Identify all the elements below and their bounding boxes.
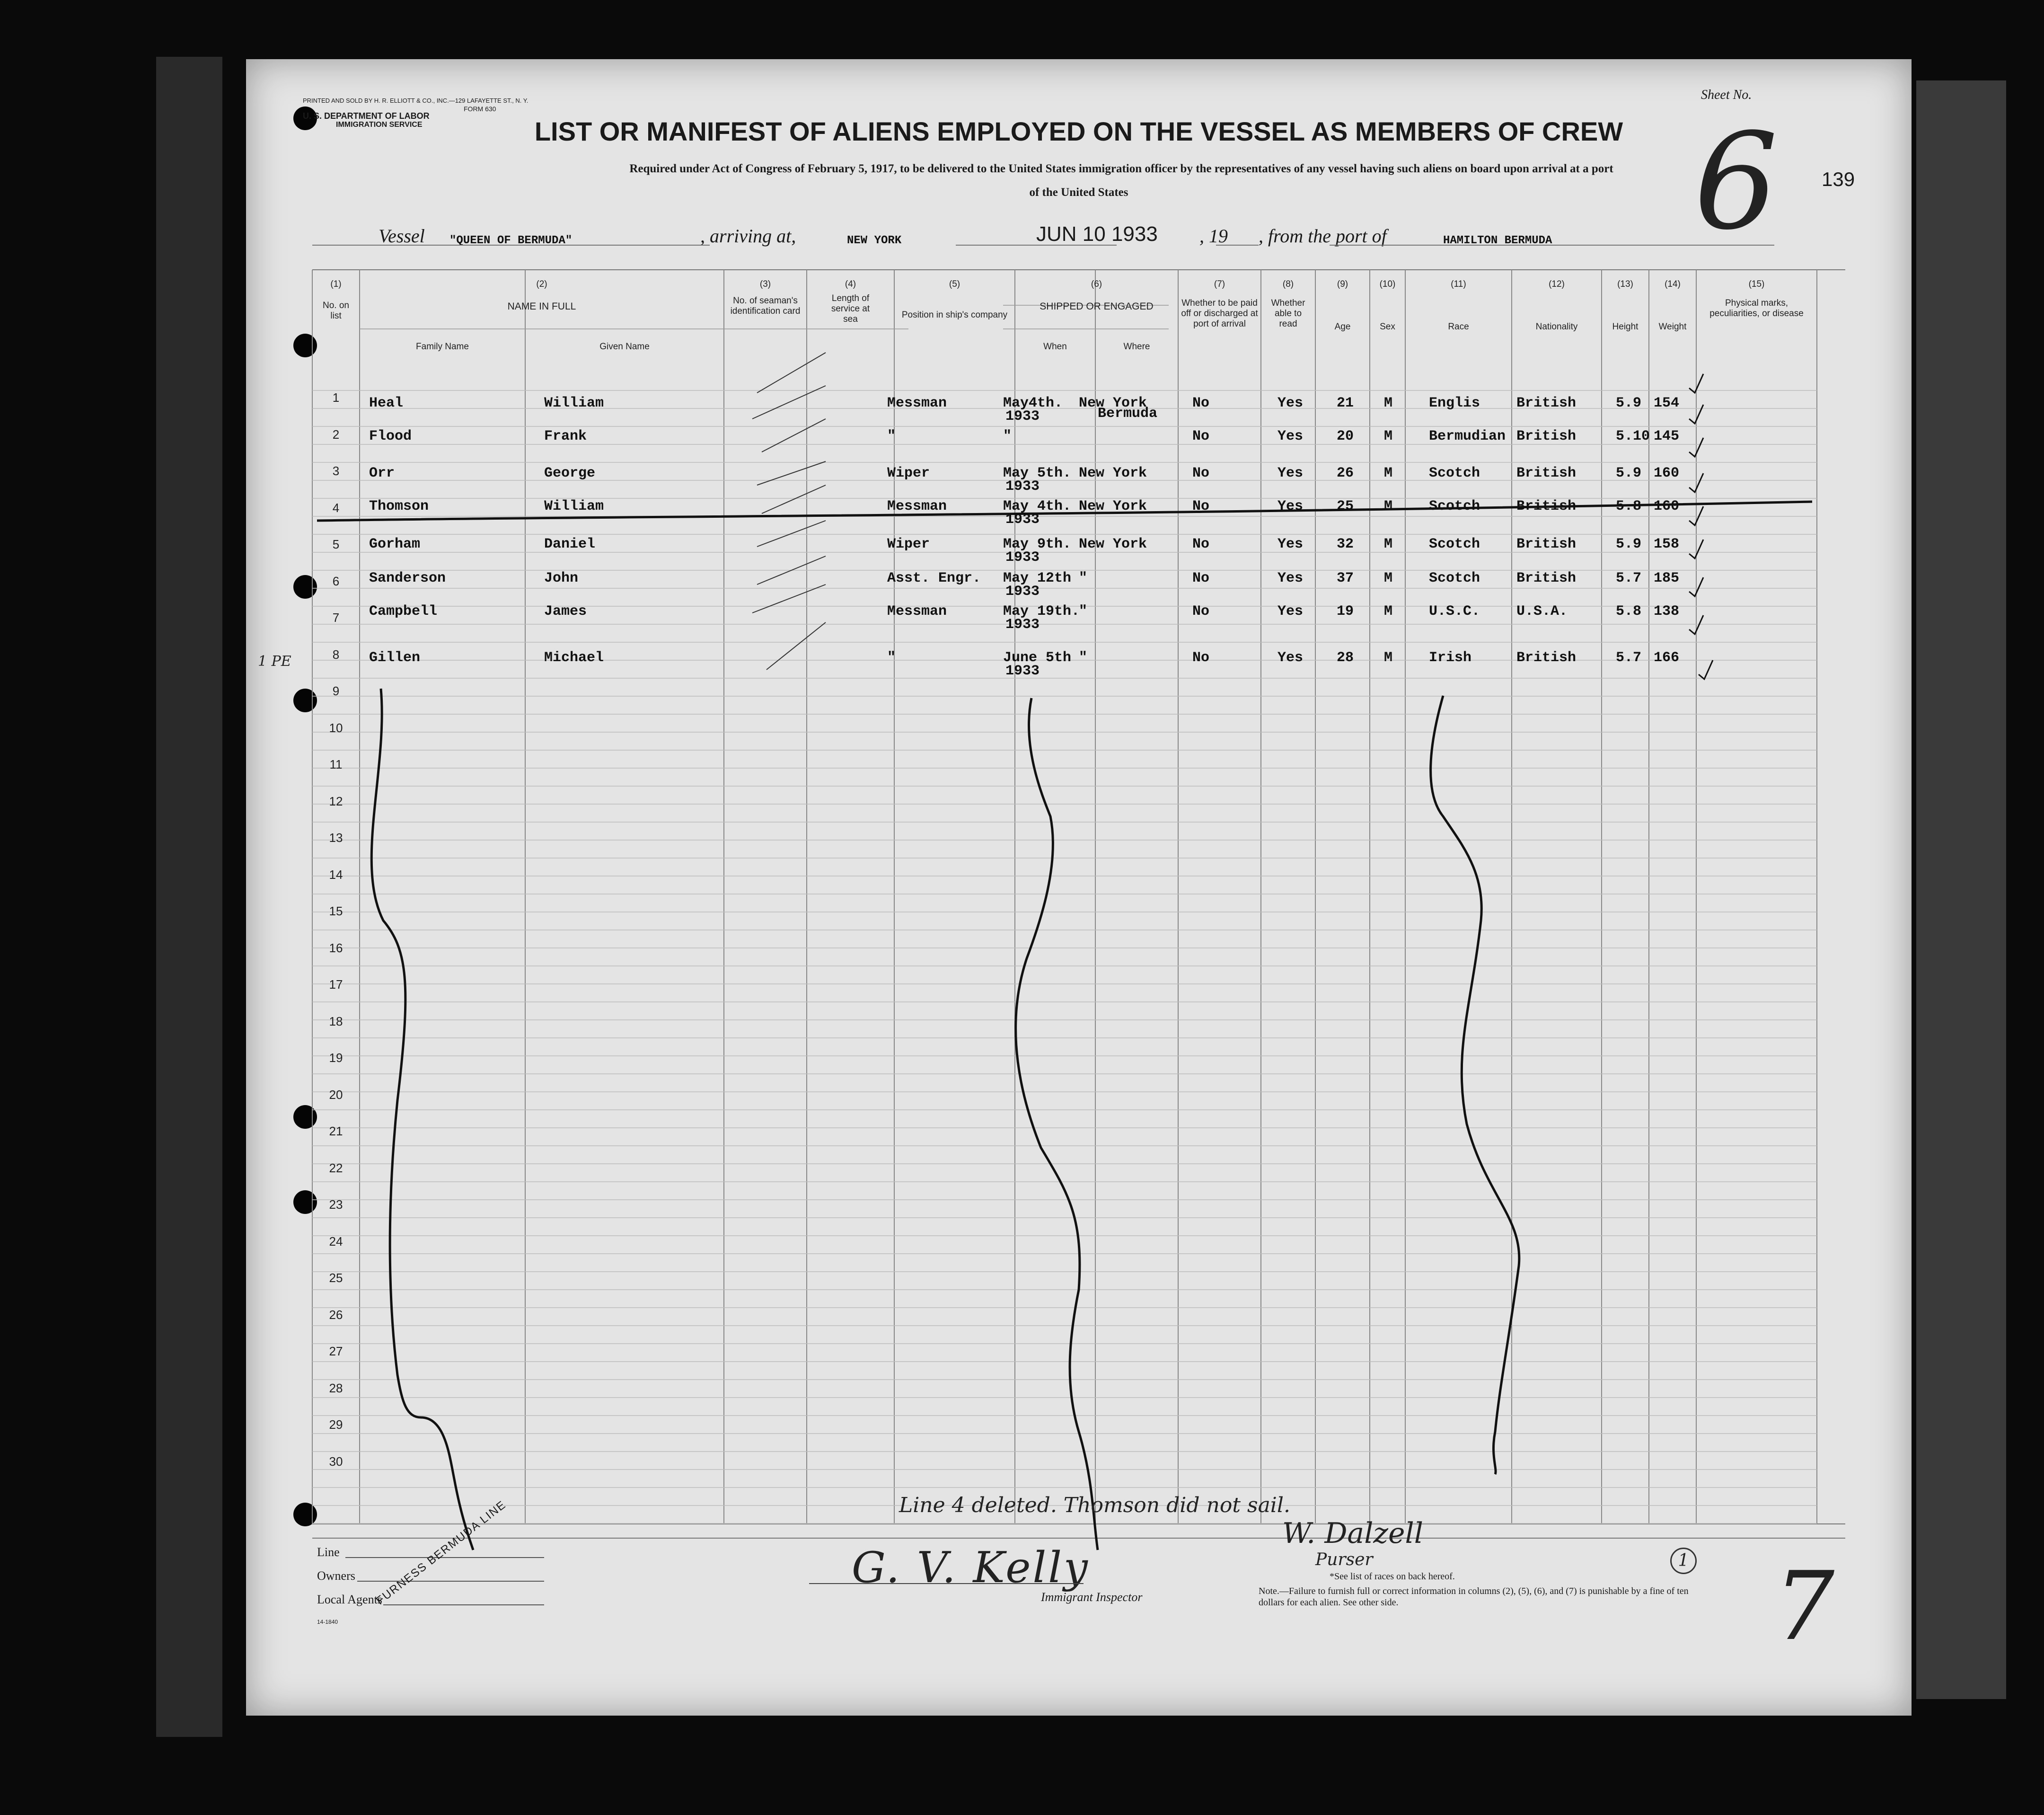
row-number: 16 [329, 940, 343, 955]
age-cell: 32 [1337, 536, 1354, 552]
weight-cell: 166 [1654, 650, 1680, 666]
row-number: 7 [332, 611, 340, 625]
race-cell: Scotch [1429, 570, 1480, 586]
weight-cell: 160 [1654, 498, 1680, 514]
given-name-header: Given Name [599, 342, 650, 352]
from-port-label: , from the port of [1259, 225, 1387, 247]
col7-label: Whether to be paid off or discharged at port of arrival [1181, 298, 1258, 329]
sex-cell: M [1384, 603, 1393, 620]
engaged-year-cell: 1933 [1005, 584, 1040, 600]
signature-line [809, 1583, 1084, 1584]
printer-line: PRINTED AND SOLD BY H. R. ELLIOTT & CO., INC.—129 LAFAYETTE ST., N. Y. [303, 97, 529, 104]
col13-number: (13) [1617, 279, 1633, 289]
age-cell: 26 [1337, 465, 1354, 481]
col15-label: Physical marks, peculiarities, or disease [1709, 298, 1804, 319]
position-cell: Wiper [887, 536, 930, 552]
races-note: *See list of races on back hereof. [1330, 1571, 1455, 1582]
sex-cell: M [1384, 650, 1393, 666]
owners-rule [357, 1581, 544, 1582]
engaged-where-cell: " [1079, 650, 1088, 666]
row-number: 28 [329, 1381, 343, 1395]
row-number: 11 [329, 757, 343, 771]
age-cell: 20 [1337, 428, 1354, 444]
engaged-year-cell: 1933 [1005, 478, 1040, 495]
corner-mark: 7 [1774, 1551, 1835, 1662]
sheet-label: Sheet No. [1701, 88, 1752, 102]
row-number: 1 [332, 390, 340, 405]
able-to-read-cell: Yes [1278, 536, 1304, 552]
engaged-when-cell: May 9th. [1003, 536, 1072, 552]
age-cell: 21 [1337, 395, 1354, 411]
able-to-read-cell: Yes [1278, 465, 1304, 481]
family-name-cell: Heal [369, 395, 404, 411]
sex-cell: M [1384, 498, 1393, 514]
family-name-cell: Orr [369, 465, 395, 481]
engaged-when-cell: May 4th. [1003, 498, 1072, 514]
row-number: 13 [329, 831, 343, 845]
engaged-year-cell: 1933 [1005, 663, 1040, 679]
row-number: 21 [329, 1124, 343, 1138]
engaged-year-cell: 1933 [1005, 408, 1040, 425]
family-name-cell: Campbell [369, 603, 438, 620]
race-cell: Bermudian [1429, 428, 1506, 444]
given-name-cell: William [544, 395, 604, 411]
col12-number: (12) [1549, 279, 1565, 289]
engaged-where-cell: New York [1079, 395, 1147, 411]
height-cell: 5.10 [1616, 428, 1650, 444]
sheet-number: 6 [1694, 105, 1779, 259]
row-number: 23 [329, 1197, 343, 1212]
penalty-note: Note.—Failure to furnish full or correct information in columns (2), (5), (6), and (7) is punishable by a fine of ten dollars for each alien. See other side. [1259, 1586, 1689, 1608]
purser-title: Purser [1315, 1550, 1373, 1569]
company-stamp: FURNESS BERMUDA LINE [374, 1498, 509, 1608]
col12-label: Nationality [1535, 322, 1578, 332]
col14-number: (14) [1665, 279, 1681, 289]
col13-label: Height [1612, 322, 1639, 332]
col3-number: (3) [759, 279, 771, 289]
col1-label: No. on list [323, 301, 349, 321]
row-number: 5 [332, 537, 340, 551]
position-cell: " [887, 428, 896, 444]
age-cell: 28 [1337, 650, 1354, 666]
engaged-year-cell: 1933 [1005, 549, 1040, 566]
department-name: U. S. DEPARTMENT OF LABOR [303, 111, 430, 121]
scan-border-left [156, 57, 222, 1737]
col10-number: (10) [1379, 279, 1396, 289]
row-number: 8 [332, 647, 340, 662]
paid-off-cell: No [1192, 570, 1210, 586]
race-cell: Englis [1429, 395, 1480, 411]
annotation-marks [246, 59, 1912, 1716]
weight-cell: 185 [1654, 570, 1680, 586]
nationality-cell: British [1516, 428, 1577, 444]
paid-off-cell: No [1192, 395, 1210, 411]
row-number: 25 [329, 1271, 343, 1285]
inspector-label: Immigrant Inspector [1041, 1590, 1143, 1604]
sex-cell: M [1384, 570, 1393, 586]
age-cell: 19 [1337, 603, 1354, 620]
engaged-when-cell: June 5th [1003, 650, 1072, 666]
able-to-read-cell: Yes [1278, 570, 1304, 586]
vessel-name: "QUEEN OF BERMUDA" [449, 234, 573, 247]
given-name-cell: William [544, 498, 604, 514]
sex-cell: M [1384, 395, 1393, 411]
able-to-read-cell: Yes [1278, 428, 1304, 444]
row-number: 19 [329, 1051, 343, 1065]
cancel-line [1016, 698, 1098, 1550]
paid-off-cell: No [1192, 498, 1210, 514]
weight-cell: 145 [1654, 428, 1680, 444]
deletion-note: Line 4 deleted. Thomson did not sail. [899, 1493, 1290, 1517]
paid-off-cell: No [1192, 650, 1210, 666]
col8-label: Whether able to read [1271, 298, 1305, 329]
row-number: 29 [329, 1417, 343, 1432]
when-header: When [1043, 342, 1067, 352]
nationality-cell: British [1516, 650, 1577, 666]
cancel-line [371, 689, 473, 1550]
row-number: 18 [329, 1014, 343, 1028]
col6-number: (6) [1091, 279, 1102, 289]
paid-off-cell: No [1192, 428, 1210, 444]
owners-label: Owners [317, 1569, 355, 1583]
height-cell: 5.9 [1616, 536, 1642, 552]
height-cell: 5.9 [1616, 395, 1642, 411]
position-cell: Messman [887, 498, 947, 514]
able-to-read-cell: Yes [1278, 395, 1304, 411]
year-label: , 19 [1199, 225, 1228, 247]
subtitle-cont: of the United States [1029, 186, 1128, 199]
where-header: Where [1123, 342, 1150, 352]
manifest-page [246, 59, 1912, 1716]
col3-label: No. of seaman's identification card [730, 296, 801, 316]
weight-cell: 160 [1654, 465, 1680, 481]
col9-label: Age [1334, 322, 1351, 332]
subtitle: Required under Act of Congress of February 5, 1917, to be delivered to the United States immigration officer by the representatives of any vessel having such aliens on board upon arrival at a port [629, 162, 1613, 175]
scan-border-right [1916, 80, 2006, 1699]
sex-cell: M [1384, 465, 1393, 481]
row-number: 24 [329, 1234, 343, 1248]
age-cell: 25 [1337, 498, 1354, 514]
height-cell: 5.8 [1616, 603, 1642, 620]
race-cell: Scotch [1429, 498, 1480, 514]
position-cell: Messman [887, 395, 947, 411]
given-name-cell: John [544, 570, 579, 586]
circled-mark: 1 [1670, 1548, 1697, 1574]
paid-off-cell: No [1192, 536, 1210, 552]
engaged-when-cell: May 19th. [1003, 603, 1080, 620]
height-cell: 5.7 [1616, 650, 1642, 666]
nationality-cell: British [1516, 395, 1577, 411]
able-to-read-cell: Yes [1278, 603, 1304, 620]
row-number: 17 [329, 977, 343, 992]
nationality-cell: British [1516, 536, 1577, 552]
nationality-cell: British [1516, 498, 1577, 514]
paid-off-cell: No [1192, 465, 1210, 481]
arrival-port: NEW YORK [847, 234, 902, 247]
engaged-when-cell: May 12th [1003, 570, 1072, 586]
col10-label: Sex [1380, 322, 1395, 332]
form-number: FORM 630 [464, 105, 496, 113]
family-name-cell: Thomson [369, 498, 429, 514]
col11-label: Race [1448, 322, 1469, 332]
nationality-cell: British [1516, 570, 1577, 586]
row-number: 27 [329, 1344, 343, 1358]
engaged-year-cell: 1933 [1005, 512, 1040, 528]
col6-label: SHIPPED OR ENGAGED [1040, 301, 1154, 312]
engaged-where-cell: New York [1079, 536, 1147, 552]
engaged-when-cell: " [1003, 428, 1012, 444]
given-name-cell: James [544, 603, 587, 620]
race-cell: Scotch [1429, 465, 1480, 481]
engaged-where-cell: New York [1079, 498, 1147, 514]
departure-port: HAMILTON BERMUDA [1443, 234, 1552, 247]
service-name: IMMIGRATION SERVICE [336, 121, 423, 129]
agents-rule [383, 1604, 544, 1605]
col14-label: Weight [1658, 322, 1687, 332]
arrival-date-stamp: JUN 10 1933 [1036, 222, 1158, 246]
col2-number: (2) [536, 279, 547, 289]
engaged-where-cell: " [1079, 570, 1088, 586]
col7-number: (7) [1214, 279, 1225, 289]
margin-note: 1 PE [258, 653, 291, 670]
given-name-cell: Michael [544, 650, 604, 666]
sheet-stamp: 139 [1822, 168, 1855, 190]
race-cell: U.S.C. [1429, 603, 1480, 620]
col8-number: (8) [1282, 279, 1294, 289]
col5-number: (5) [949, 279, 960, 289]
col5-label: Position in ship's company [901, 310, 1008, 320]
age-cell: 37 [1337, 570, 1354, 586]
agents-label: Local Agents [317, 1593, 382, 1606]
position-cell: Messman [887, 603, 947, 620]
engaged-where-cell-2: Bermuda [1098, 406, 1158, 422]
position-cell: Wiper [887, 465, 930, 481]
vessel-label: Vessel [379, 225, 425, 247]
purser-signature: W. Dalzell [1282, 1517, 1423, 1550]
page-title: LIST OR MANIFEST OF ALIENS EMPLOYED ON THE VESSEL AS MEMBERS OF CREW [534, 116, 1623, 146]
row-number: 2 [332, 427, 340, 442]
form-code: 14-1840 [317, 1619, 338, 1625]
col4-label: Length of service at sea [831, 293, 870, 324]
col1-number: (1) [330, 279, 342, 289]
row-number: 9 [332, 684, 340, 698]
family-name-cell: Gillen [369, 650, 421, 666]
nationality-cell: U.S.A. [1516, 603, 1568, 620]
height-cell: 5.7 [1616, 570, 1642, 586]
family-name-header: Family Name [416, 342, 469, 352]
sex-cell: M [1384, 428, 1393, 444]
row-number: 15 [329, 904, 343, 918]
height-cell: 5.9 [1616, 465, 1642, 481]
cancel-line [1431, 696, 1519, 1474]
col9-number: (9) [1337, 279, 1348, 289]
row-number: 4 [332, 500, 340, 515]
paid-off-cell: No [1192, 603, 1210, 620]
position-cell: " [887, 650, 896, 666]
height-cell: 5.8 [1616, 498, 1642, 514]
weight-cell: 154 [1654, 395, 1680, 411]
weight-cell: 138 [1654, 603, 1680, 620]
family-name-cell: Flood [369, 428, 412, 444]
row-number: 20 [329, 1087, 343, 1102]
col4-number: (4) [845, 279, 856, 289]
row-number: 26 [329, 1307, 343, 1322]
given-name-cell: George [544, 465, 596, 481]
col15-number: (15) [1748, 279, 1765, 289]
row-number: 22 [329, 1160, 343, 1175]
family-name-cell: Sanderson [369, 570, 446, 586]
given-name-cell: Frank [544, 428, 587, 444]
nationality-cell: British [1516, 465, 1577, 481]
able-to-read-cell: Yes [1278, 650, 1304, 666]
col11-number: (11) [1451, 279, 1466, 289]
row-number: 6 [332, 574, 340, 588]
row-number: 12 [329, 794, 343, 808]
engaged-where-cell: New York [1079, 465, 1147, 481]
given-name-cell: Daniel [544, 536, 596, 552]
engaged-when-cell: May4th. [1003, 395, 1063, 411]
weight-cell: 158 [1654, 536, 1680, 552]
row-number: 30 [329, 1454, 343, 1469]
arriving-label: , arriving at, [700, 225, 796, 247]
position-cell: Asst. Engr. [887, 570, 981, 586]
engaged-where-cell: " [1079, 603, 1088, 620]
row-number: 3 [332, 464, 340, 478]
inspector-signature: G. V. Kelly [852, 1543, 1090, 1593]
col2-label: NAME IN FULL [507, 301, 576, 312]
line-label: Line [317, 1545, 340, 1559]
family-name-cell: Gorham [369, 536, 421, 552]
row-number: 10 [329, 720, 343, 735]
row-number: 14 [329, 867, 343, 882]
row4-strikethrough [317, 502, 1812, 521]
engaged-when-cell: May 5th. [1003, 465, 1072, 481]
sex-cell: M [1384, 536, 1393, 552]
engaged-year-cell: 1933 [1005, 617, 1040, 633]
able-to-read-cell: Yes [1278, 498, 1304, 514]
race-cell: Scotch [1429, 536, 1480, 552]
race-cell: Irish [1429, 650, 1472, 666]
